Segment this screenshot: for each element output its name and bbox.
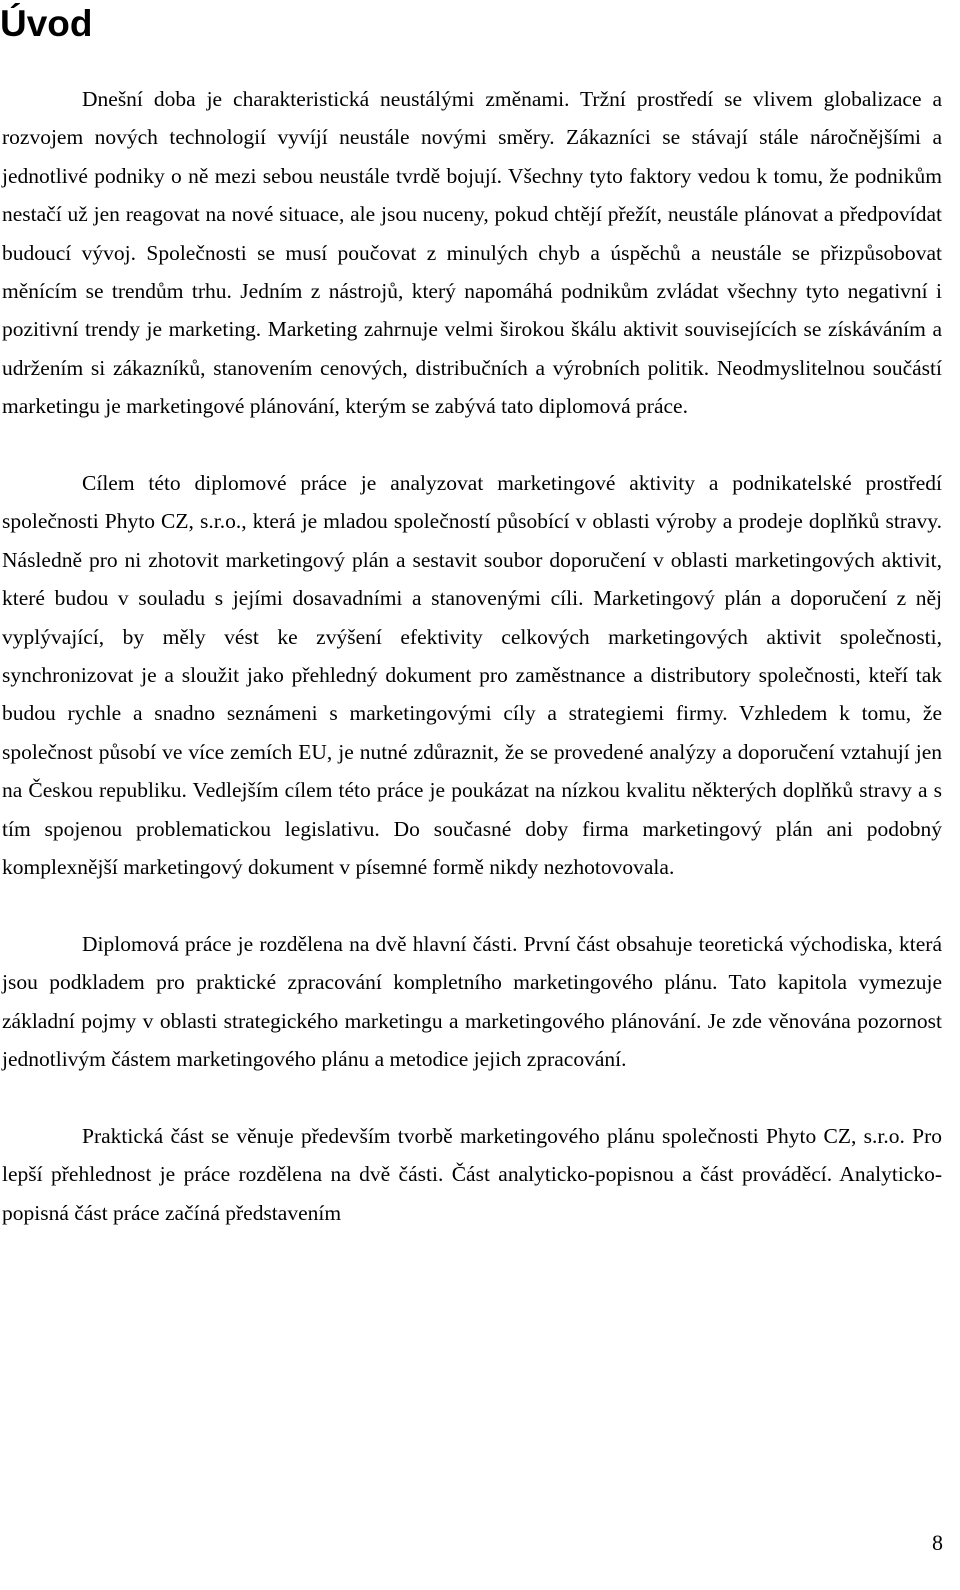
body-text [2, 80, 942, 1232]
section-heading: Úvod [0, 3, 93, 44]
page-number: 8 [932, 1530, 943, 1555]
paragraph-structure: Diplomová práce je rozdělena na dvě hlavní části. První část obsahuje teoretická východiska, která jsou podkladem pro praktické zpracování kompletního marketingového plánu. Tato kapitola vymezuje základní pojmy v oblasti strategického marketingu a marketingového plánování. Je zde věnována pozornost jednotlivým částem marketingového plánu a metodice jejich zpracování. [2, 931, 942, 1072]
paragraph-practical: Praktická část se věnuje především tvorbě marketingového plánu společnosti Phyto CZ, s.r.o. Pro lepší přehlednost je práce rozdělena na dvě části. Část analyticko-popisnou a část prováděcí. Analyticko-popisná část práce začíná představením [2, 1123, 942, 1225]
paragraph-goal: Cílem této diplomové práce je analyzovat marketingové aktivity a podnikatelské prostředí společnosti Phyto CZ, s.r.o., která je mladou společností působící v oblasti výroby a prodeje doplňků stravy. Následně pro ni zhotovit marketingový plán a sestavit soubor doporučení v oblasti marketingových aktivit, které budou v souladu s jejími dosavadními a stanovenými cíli. Marketingový plán a doporučení z něj vyplývající, by měly vést ke zvýšení efektivity celkových marketingových aktivit společnosti, synchronizovat je a sloužit jako přehledný dokument pro zaměstnance a distributory společnosti, kteří tak budou rychle a snadno seznámeni s marketingovými cíly a strategiemi firmy. Vzhledem k tomu, že společnost působí ve více zemích EU, je nutné zdůraznit, že se provedené analýzy a doporučení vztahují jen na Českou republiku. Vedlejším cílem této práce je poukázat na nízkou kvalitu některých doplňků stravy a s tím spojenou problematickou legislativu. Do současné doby firma marketingový plán ani podobný komplexnější marketingový dokument v písemné formě nikdy nezhotovovala. [2, 471, 942, 880]
paragraph-intro: Dnešní doba je charakteristická neustálými změnami. Tržní prostředí se vlivem globalizace a rozvojem nových technologií vyvíjí neustále novými směry. Zákazníci se stávají stále náročnějšími a jednotlivé podniky o ně mezi sebou neustále tvrdě bojují. Všechny tyto faktory vedou k tomu, že podnikům nestačí už jen reagovat na nové situace, ale jsou nuceny, pokud chtějí přežít, neustále plánovat a předpovídat budoucí vývoj. Společnosti se musí poučovat z minulých chyb a úspěchů a neustále se přizpůsobovat měnícím se trendům trhu. Jedním z nástrojů, který napomáhá podnikům zvládat všechny tyto negativní i pozitivní trendy je marketing. Marketing zahrnuje velmi širokou škálu aktivit souvisejících se získáváním a udržením si zákazníků, stanovením cenových, distribučních a výrobních politik. Neodmyslitelnou součástí marketingu je marketingové plánování, kterým se zabývá tato diplomová práce. [2, 87, 942, 419]
